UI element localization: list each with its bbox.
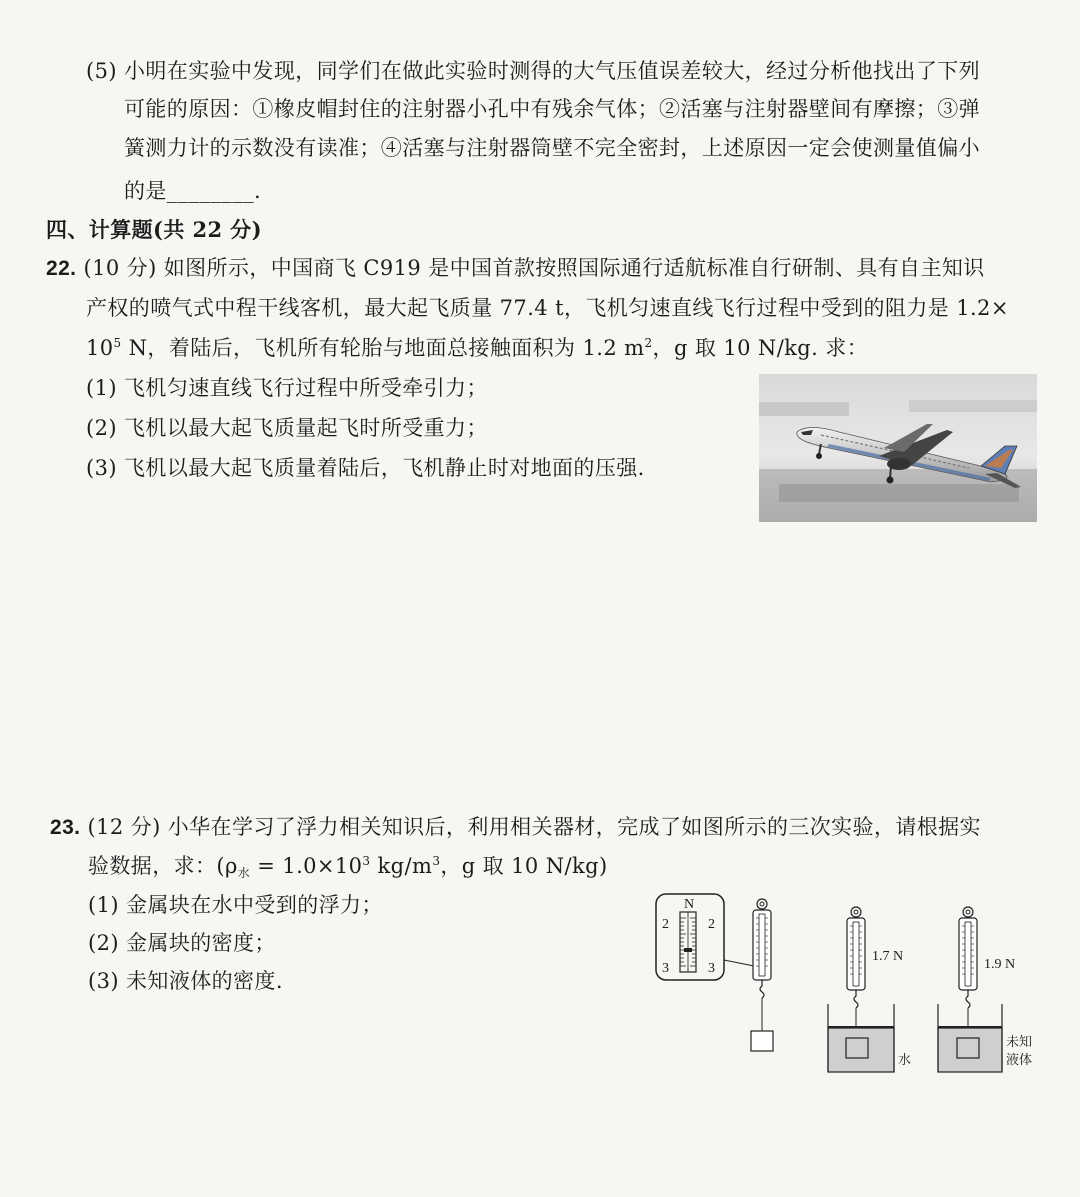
q22-line3-b: ，g 取 10 N/kg. 求： (652, 336, 869, 360)
airplane-photo-svg (759, 374, 1037, 522)
spring-scale-unknown (938, 907, 1032, 1072)
q23-sub1: (1) 金属块在水中受到的浮力； (88, 893, 383, 917)
q21-part5-line4: 的是________. (124, 179, 262, 203)
q22-sub3: (3) 飞机以最大起飞质量着陆后，飞机静止时对地面的压强. (86, 456, 645, 480)
q23-line2-exp: 3 (362, 854, 371, 868)
spring-scale-air (751, 899, 773, 1051)
q22-line3-base: 10 (86, 336, 114, 360)
q23-line2-sub: 水 (237, 866, 251, 880)
diagram-svg (650, 888, 1050, 1078)
buoyancy-experiment-diagram (650, 888, 1050, 1078)
q23-number: 23. (50, 816, 81, 839)
reading-water: 1.7 N (872, 949, 904, 964)
scale-inset-pointer (684, 948, 692, 952)
q23-line2 (88, 851, 608, 881)
q22-line2: 产权的喷气式中程干线客机，最大起飞质量 77.4 t，飞机匀速直线飞行过程中受到的阻力是 1.2× (86, 296, 1009, 320)
section-heading: 四、计算题(共 22 分) (46, 217, 262, 242)
q23-line2-exp2: 3 (432, 854, 441, 868)
q22-line1 (46, 253, 985, 284)
scale-tick-3-right: 3 (708, 961, 715, 976)
q22-line3-a: N，着陆后，飞机所有轮胎与地面总接触面积为 1.2 m (121, 336, 645, 360)
q22-line3-exp2: 2 (644, 336, 653, 350)
q23-sub3: (3) 未知液体的密度. (88, 969, 283, 993)
q22-text-line1: (10 分) 如图所示，中国商飞 C919 是中国首款按照国际通行适航标准自行研制、具有自主知识 (83, 256, 985, 280)
q21-part5-line3: 簧测力计的示数没有读准；④活塞与注射器筒壁不完全密封，上述原因一定会使测量值偏小 (124, 136, 980, 160)
q23-line1 (50, 812, 981, 843)
spring-scale-water (828, 907, 911, 1072)
q22-sub1: (1) 飞机匀速直线飞行过程中所受牵引力； (86, 376, 488, 400)
q22-line3 (86, 333, 868, 363)
unknown-label-1: 未知 (1006, 1035, 1033, 1050)
q23-line2-d: ，g 取 10 N/kg) (440, 854, 608, 878)
q21-part5-line1: (5) 小明在实验中发现，同学们在做此实验时测得的大气压值误差较大，经过分析他找出了下列 (86, 59, 981, 83)
water-label: 水 (898, 1053, 912, 1068)
q22-line3-exp: 5 (113, 336, 122, 350)
unknown-label-2: 液体 (1006, 1053, 1033, 1068)
q23-line2-b: = 1.0×10 (250, 854, 363, 878)
reading-unknown: 1.9 N (984, 957, 1016, 972)
scale-tick-2-left: 2 (662, 917, 669, 932)
metal-block-air (751, 1031, 773, 1051)
metal-block-unknown (957, 1038, 979, 1058)
q22-number: 22. (46, 257, 77, 280)
scale-unit-label: N (684, 897, 695, 912)
q23-text-line1: (12 分) 小华在学习了浮力相关知识后，利用相关器材，完成了如图所示的三次实验，请根据实 (87, 815, 981, 839)
q23-line2-c: kg/m (370, 854, 433, 878)
q22-sub2: (2) 飞机以最大起飞质量起飞时所受重力； (86, 416, 488, 440)
metal-block-water (846, 1038, 868, 1058)
scale-tick-3-left: 3 (662, 961, 669, 976)
q23-line2-a: 验数据，求：(ρ (88, 854, 238, 878)
airplane-photo (759, 374, 1037, 522)
q23-sub2: (2) 金属块的密度； (88, 931, 276, 955)
scale-tick-2-right: 2 (708, 917, 715, 932)
q21-part5-line2: 可能的原因：①橡皮帽封住的注射器小孔中有残余气体；②活塞与注射器壁间有摩擦；③弹 (124, 97, 980, 121)
